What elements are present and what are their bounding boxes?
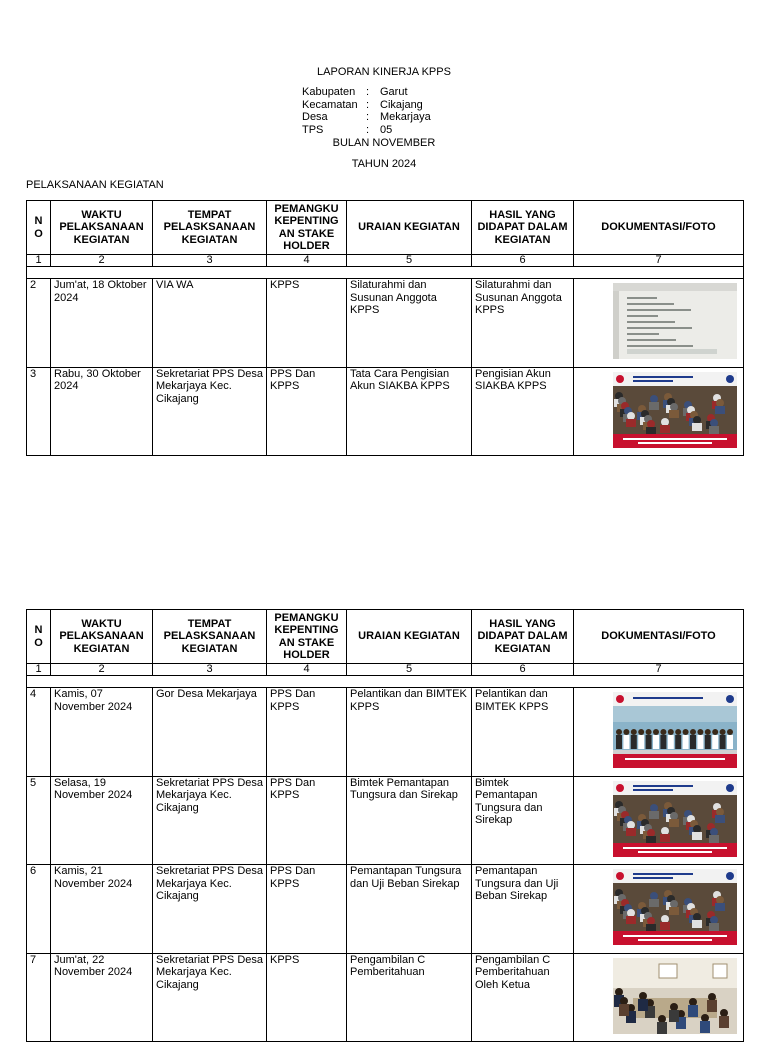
table-row [27,776,744,865]
column-number: 2 [51,255,153,267]
column-header: URAIAN KEGIATAN [347,610,472,664]
spacer-cell [27,267,744,279]
report-title: LAPORAN KINERJA KPPS [317,66,451,78]
section-title: PELAKSANAAN KEGIATAN [26,179,164,191]
pemangku-cell: KPPS [267,953,347,1042]
meta-row-desa [302,111,431,124]
dokumentasi-cell [574,865,744,954]
column-number: 3 [153,664,267,676]
column-header: N O [27,201,51,255]
row-number: 5 [27,776,51,865]
meta-row-kabupaten [302,86,431,99]
column-number: 6 [472,255,574,267]
meta-label: Kabupaten [302,86,356,98]
column-number: 6 [472,664,574,676]
meta-value: 05 [380,124,393,137]
documentation-photo [613,283,737,359]
documentation-photo [613,372,737,448]
meta-value: Garut [380,86,408,98]
column-header: DOKUMENTASI/FOTO [574,610,744,664]
column-header: HASIL YANG DIDAPAT DALAM KEGIATAN [472,201,574,255]
column-number: 7 [574,664,744,676]
waktu-cell: Kamis, 07 November 2024 [51,688,153,777]
spacer-cell [27,676,744,688]
meta-value: Mekarjaya [380,111,431,124]
documentation-photo [613,869,737,945]
meta-colon: : [366,111,370,124]
documentation-photo [613,781,737,857]
tempat-cell: Sekretariat PPS Desa Mekarjaya Kec. Cikajang [153,865,267,954]
column-number: 4 [267,255,347,267]
column-number-row [27,255,744,267]
tempat-cell: VIA WA [153,279,267,368]
column-header: TEMPAT PELASKSANAAN KEGIATAN [153,201,267,255]
spacer-row [27,676,744,688]
chat-screenshot-image [613,283,737,359]
report-meta [302,86,431,137]
column-header: TEMPAT PELASKSANAAN KEGIATAN [153,610,267,664]
meeting-photo-image [613,781,737,857]
dokumentasi-cell [574,776,744,865]
waktu-cell: Jum'at, 22 November 2024 [51,953,153,1042]
activity-table-page-1 [26,200,744,456]
column-number: 2 [51,664,153,676]
waktu-cell: Jum'at, 18 Oktober 2024 [51,279,153,368]
hasil-cell: Pelantikan dan BIMTEK KPPS [472,688,574,777]
spacer-row [27,267,744,279]
table-row [27,688,744,777]
column-header: PEMANGKU KEPENTING AN STAKE HOLDER [267,201,347,255]
table-row [27,953,744,1042]
table-row [27,367,744,456]
table-row [27,865,744,954]
row-number: 3 [27,367,51,456]
dokumentasi-cell [574,279,744,368]
tempat-cell: Sekretariat PPS Desa Mekarjaya Kec. Cikajang [153,776,267,865]
column-number: 7 [574,255,744,267]
dokumentasi-cell [574,367,744,456]
column-header: URAIAN KEGIATAN [347,201,472,255]
column-number: 1 [27,255,51,267]
waktu-cell: Kamis, 21 November 2024 [51,865,153,954]
table-header-row [27,610,744,664]
report-year: TAHUN 2024 [351,158,417,170]
meta-label: Desa [302,111,328,124]
hasil-cell: Silaturahmi dan Susunan Anggota KPPS [472,279,574,368]
uraian-cell: Pelantikan dan BIMTEK KPPS [347,688,472,777]
waktu-cell: Selasa, 19 November 2024 [51,776,153,865]
row-number: 6 [27,865,51,954]
column-header: PEMANGKU KEPENTING AN STAKE HOLDER [267,610,347,664]
report-month: BULAN NOVEMBER [332,137,436,149]
row-number: 2 [27,279,51,368]
column-number: 4 [267,664,347,676]
documentation-photo [613,692,737,768]
uraian-cell: Tata Cara Pengisian Akun SIAKBA KPPS [347,367,472,456]
row-number: 7 [27,953,51,1042]
row-number: 4 [27,688,51,777]
group-photo-image [613,692,737,768]
uraian-cell: Pengambilan C Pemberitahuan [347,953,472,1042]
meta-label: TPS [302,124,324,137]
meeting-photo-image [613,869,737,945]
column-number-row [27,664,744,676]
meeting-photo-image [613,372,737,448]
activity-table-page-2 [26,609,744,1042]
dokumentasi-cell [574,953,744,1042]
room-photo-image [613,958,737,1034]
pemangku-cell: KPPS [267,279,347,368]
pemangku-cell: PPS Dan KPPS [267,688,347,777]
meta-colon: : [366,86,370,98]
dokumentasi-cell [574,688,744,777]
column-header: DOKUMENTASI/FOTO [574,201,744,255]
column-header: N O [27,610,51,664]
documentation-photo [613,958,737,1034]
hasil-cell: Pemantapan Tungsura dan Uji Beban Sirekap [472,865,574,954]
tempat-cell: Sekretariat PPS Desa Mekarjaya Kec. Cikajang [153,953,267,1042]
table-header-row [27,201,744,255]
column-number: 3 [153,255,267,267]
meta-row-kecamatan [302,99,431,112]
meta-colon: : [366,124,370,137]
uraian-cell: Silaturahmi dan Susunan Anggota KPPS [347,279,472,368]
pemangku-cell: PPS Dan KPPS [267,776,347,865]
uraian-cell: Pemantapan Tungsura dan Uji Beban Sirekap [347,865,472,954]
meta-value: Cikajang [380,98,423,111]
tempat-cell: Gor Desa Mekarjaya [153,688,267,777]
column-header: HASIL YANG DIDAPAT DALAM KEGIATAN [472,610,574,664]
hasil-cell: Pengambilan C Pemberitahuan Oleh Ketua [472,953,574,1042]
hasil-cell: Pengisian Akun SIAKBA KPPS [472,367,574,456]
column-number: 1 [27,664,51,676]
waktu-cell: Rabu, 30 Oktober 2024 [51,367,153,456]
column-number: 5 [347,664,472,676]
meta-colon: : [366,98,370,111]
tempat-cell: Sekretariat PPS Desa Mekarjaya Kec. Cikajang [153,367,267,456]
meta-row-tps [302,124,431,137]
meta-label: Kecamatan [302,98,358,111]
hasil-cell: Bimtek Pemantapan Tungsura dan Sirekap [472,776,574,865]
column-number: 5 [347,255,472,267]
uraian-cell: Bimtek Pemantapan Tungsura dan Sirekap [347,776,472,865]
table-row [27,279,744,368]
column-header: WAKTU PELAKSANAAN KEGIATAN [51,201,153,255]
pemangku-cell: PPS Dan KPPS [267,367,347,456]
pemangku-cell: PPS Dan KPPS [267,865,347,954]
column-header: WAKTU PELAKSANAAN KEGIATAN [51,610,153,664]
